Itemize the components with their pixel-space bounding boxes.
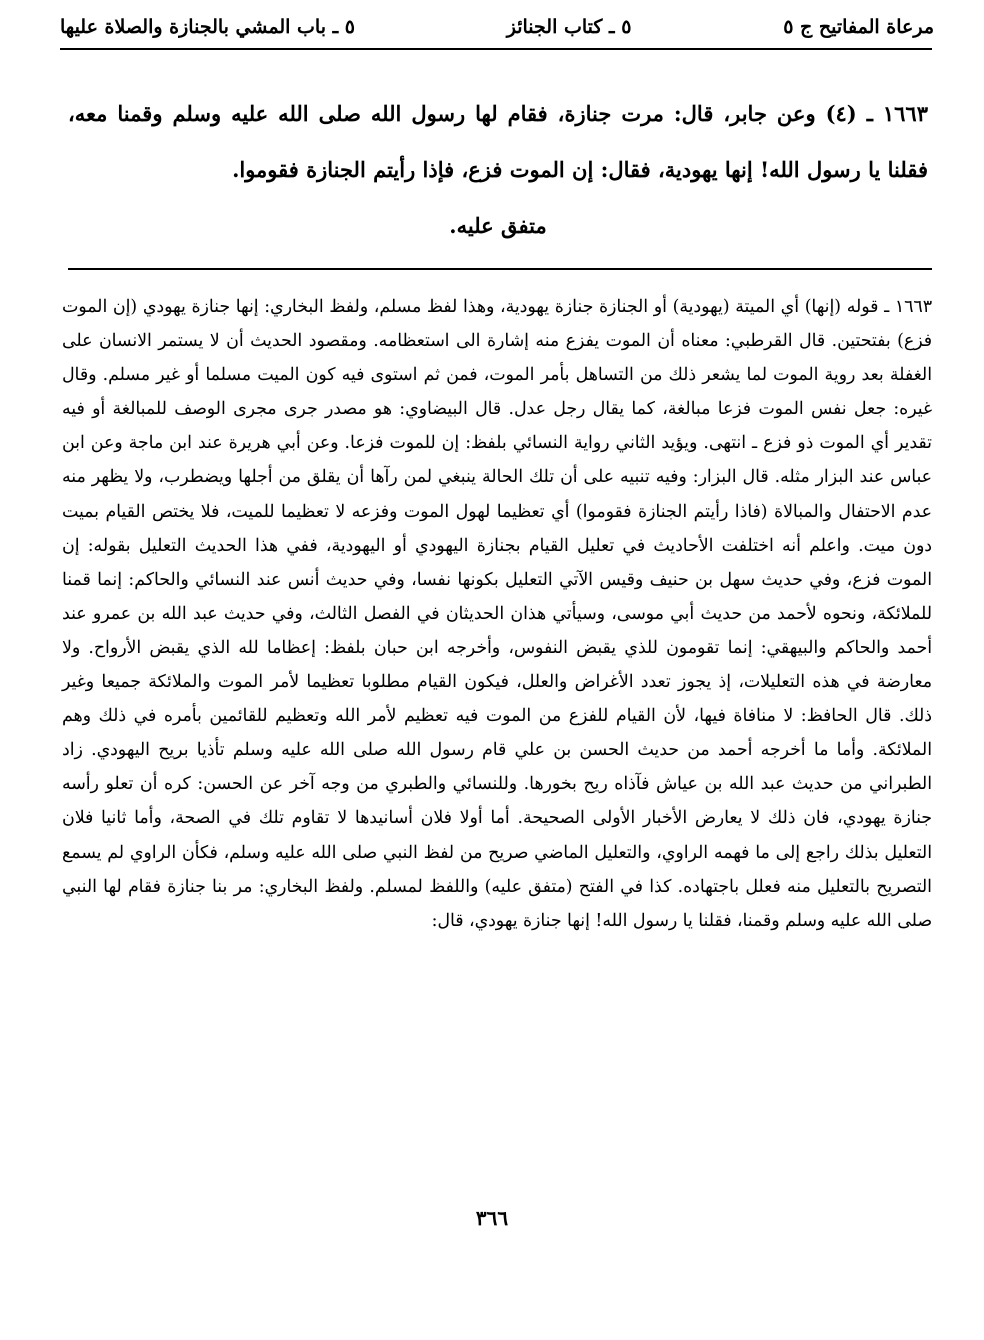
page-number: ٣٦٦ (475, 1206, 509, 1230)
hadith-reference: متفق عليه. (449, 213, 547, 238)
section-rule (68, 268, 932, 270)
running-header (60, 10, 934, 44)
hadith-text: ١٦٦٣ ـ (٤) وعن جابر، قال: مرت جنازة، فقام لها رسول الله صلى الله عليه وسلم وقمنا معه، فقلنا يا رسول الله! إنها يهودية، فقال: إن الموت فزع، فإذا رأيتم الجنازة فقوموا. (68, 101, 928, 182)
header-volume: مرعاة المفاتيح ج ٥ (783, 16, 934, 38)
commentary-block (62, 290, 932, 938)
commentary-paragraph: ١٦٦٣ ـ قوله (إنها) أي الميتة (يهودية) أو الجنازة جنازة يهودية، وهذا لفظ مسلم، ولفظ البخاري: إنها جنازة يهودي (إن الموت فزع) بفتحتين. قال القرطبي: معناه أن الموت يفزع منه إشارة الى استعظامه. ومقصود الحديث أن لا يستمر الانسان على الغفلة بعد روية الموت لما يشعر ذلك من التساهل بأمر الموت، فمن ثم استوى فيه كون الميت مسلما أو غير مسلم. وقال غيره: جعل نفس الموت فزعا مبالغة، كما يقال رجل عدل. قال البيضاوي: هو مصدر جرى مجرى الوصف للمبالغة أو فيه تقدير أي الموت ذو فزع ـ انتهى. ويؤيد الثاني رواية النسائي بلفظ: إن للموت فزعا. وعن أبي هريرة عند ابن ماجة وعن ابن عباس عند البزار مثله. قال البزار: وفيه تنبيه على أن تلك الحالة ينبغي لمن رآها أن يقلق من أجلها ويضطرب، ولا يظهر منه عدم الاحتفال والمبالاة (فاذا رأيتم الجنازة فقوموا) أي تعظيما لهول الموت وفزعه لا تعظيما للميت، فلا يختص القيام بميت دون ميت. واعلم أنه اختلفت الأحاديث في تعليل القيام بجنازة اليهودي أو اليهودية، ففي هذا الحديث التعليل بقوله: إن الموت فزع، وفي حديث سهل بن حنيف وقيس الآتي التعليل بكونها نفسا، وفي حديث أنس عند النسائي والحاكم: إنما قمنا للملائكة، ونحوه لأحمد من حديث أبي موسى، وسيأتي هذان الحديثان في الفصل الثالث، وفي حديث عبد الله بن عمرو عند أحمد والحاكم والبيهقي: إنما تقومون للذي يقبض النفوس، وأخرجه ابن حبان بلفظ: إعظاما لله الذي يقبض الأرواح. ولا معارضة في هذه التعليلات، إذ يجوز تعدد الأغراض والعلل، فيكون القيام مطلوبا تعظيما لأمر الموت والملائكة جميعا وغير ذلك. قال الحافظ: لا منافاة فيها، لأن القيام للفزع من الموت فيه تعظيم لأمر الله وتعظيم للقائمين بأمره في ذلك وهم الملائكة. وأما ما أخرجه أحمد من حديث الحسن بن علي قام رسول الله صلى الله عليه وسلم تأذيا بريح اليهودي. زاد الطبراني من حديث عبد الله بن عياش فآذاه ريح بخورها. وللنسائي والطبري من وجه آخر عن الحسن: كره أن تعلو رأسه جنازة يهودي، فان ذلك لا يعارض الأخبار الأولى الصحيحة. أما أولا فلان أسانيدها لا تقاوم تلك في الصحة، وأما ثانيا فلان التعليل بذلك راجع إلى ما فهمه الراوي، والتعليل الماضي صريح من لفظ النبي صلى الله عليه وسلم، فكأن الراوي لم يسمع التصريح بالتعليل منه فعلل باجتهاده. كذا في الفتح (متفق عليه) واللفظ لمسلم. ولفظ البخاري: مر بنا جنازة فقام لها النبي صلى الله عليه وسلم وقمنا، فقلنا يا رسول الله! إنها جنازة يهودي، قال: (62, 297, 932, 931)
header-rule (60, 48, 932, 50)
hadith-text-block (68, 86, 928, 254)
header-chapter: ٥ ـ باب المشي بالجنازة والصلاة عليها (60, 16, 355, 38)
header-book: ٥ ـ كتاب الجنائز (506, 16, 632, 38)
